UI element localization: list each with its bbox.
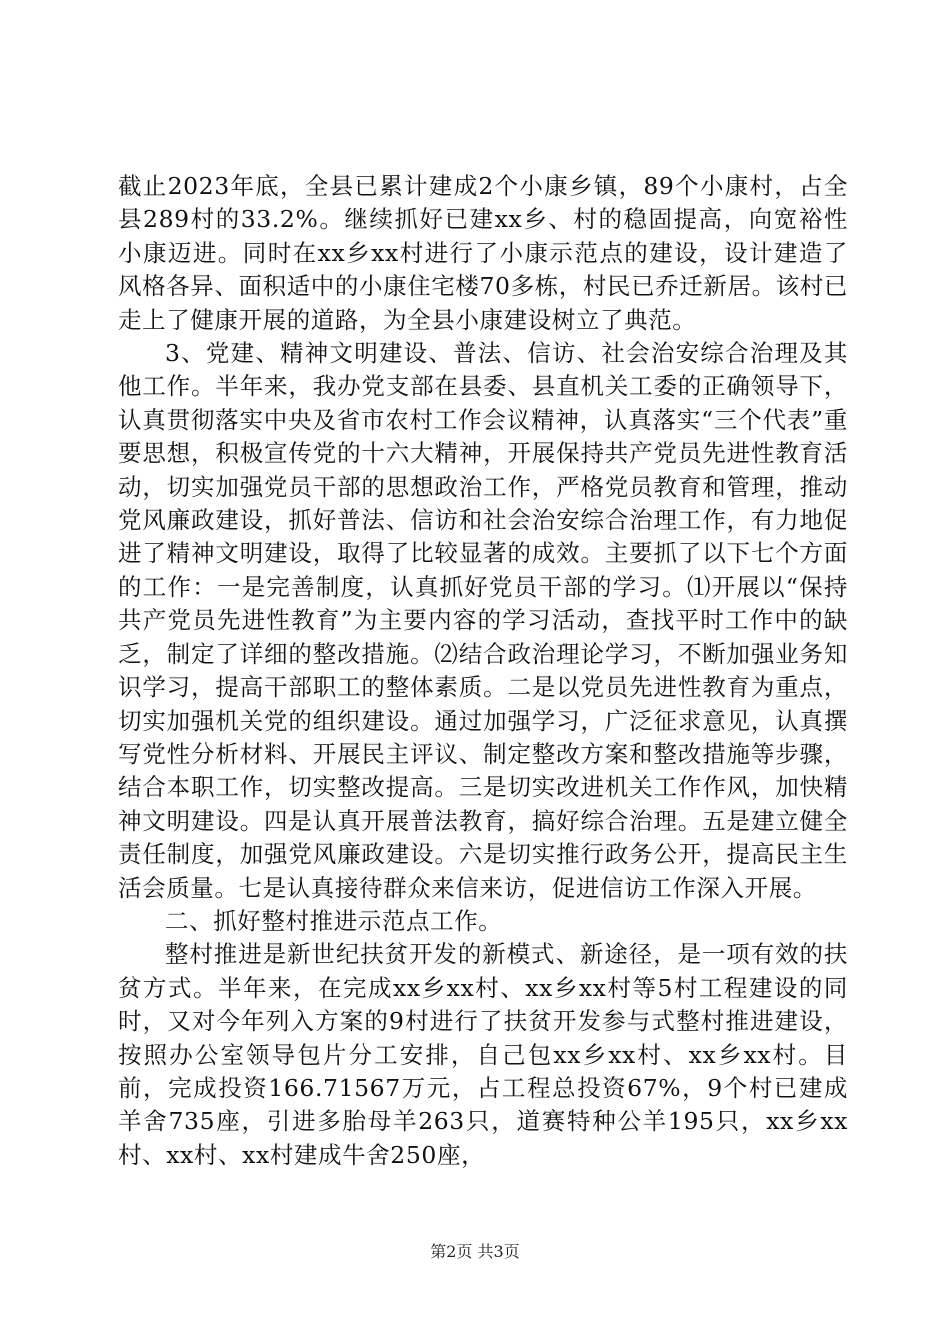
paragraph-party-building: 3、党建、精神文明建设、普法、信访、社会治安综合治理及其他工作。半年来，我办党支部在县委、县直机关工委的正确领导下，认真贯彻落实中央及省市农村工作会议精神，认真落实“三个代表”重要思想，积极宣传党的十六大精神，开展保持共产党员先进性教育活动，切实加强党员干部的思想政治工作，严格党员教育和管理，推动党风廉政建设，抓好普法、信访和社会治安综合治理工作，有力地促进了精神文明建设，取得了比较显著的成效。主要抓了以下七个方面的工作：一是完善制度，认真抓好党员干部的学习。⑴开展以“保持共产党员先进性教育”为主要内容的学习活动，查找平时工作中的缺乏，制定了详细的整改措施。⑵结合政治理论学习，不断加强业务知识学习，提高干部职工的整体素质。二是以党员先进性教育为重点，切实加强机关党的组织建设。通过加强学习，广泛征求意见，认真撰写党性分析材料、开展民主评议、制定整改方案和整改措施等步骤，结合本职工作，切实整改提高。三是切实改进机关工作作风，加快精神文明建设。四是认真开展普法教育，搞好综合治理。五是建立健全责任制度，加强党风廉政建设。六是切实推行政务公开，提高民主生活会质量。七是认真接待群众来信来访，促进信访工作深入开展。 — [118, 339, 848, 902]
body-text — [118, 170, 848, 1172]
page-number-footer: 第2页 共3页 — [430, 1242, 520, 1261]
paragraph-intro: 截止2023年底，全县已累计建成2个小康乡镇，89个小康村，占全县289村的33.2%。继续抓好已建xx乡、村的稳固提高，向宽裕性小康迈进。同时在xx乡xx村进行了小康示范点的建设，设计建造了风格各异、面积适中的小康住宅楼70多栋，村民已乔迁新居。该村已走上了健康开展的道路，为全县小康建设树立了典范。 — [118, 172, 849, 334]
paragraph-village-promotion: 整村推进是新世纪扶贫开发的新模式、新途径，是一项有效的扶贫方式。半年来，在完成xx乡xx村、xx乡xx村等5村工程建设的同时，又对今年列入方案的9村进行了扶贫开发参与式整村推进建设，按照办公室领导包片分工安排，自己包xx乡xx村、xx乡xx村。目前，完成投资166.71567万元，占工程总投资67%，9个村已建成羊舍735座，引进多胎母羊263只，道赛特种公羊195只，xx乡xx村、xx村、xx村建成牛舍250座， — [118, 940, 848, 1169]
section-heading: 二、抓好整村推进示范点工作。 — [165, 906, 503, 935]
